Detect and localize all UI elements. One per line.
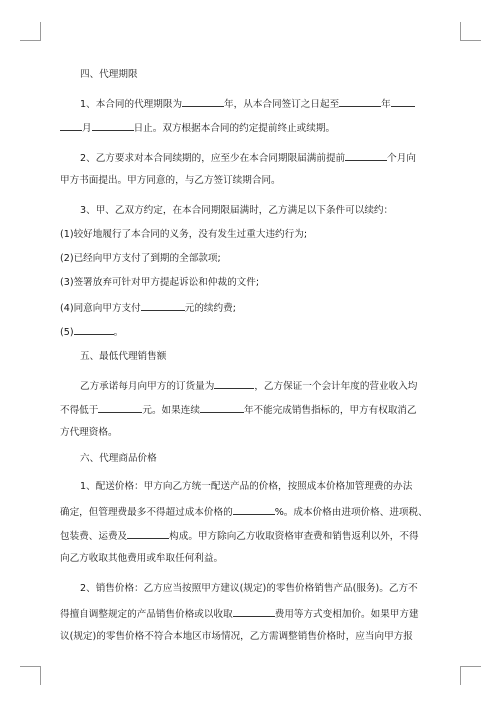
paragraph-price-1-line-3: 包装费、运费及 构成。甲方除向乙方收取资格审查费和销售返利以外，不得 [60, 528, 419, 544]
list-item-condition-4: (4)同意向甲方支付 元的续约费; [60, 300, 236, 316]
paragraph-term-2-line-1: 2、乙方要求对本合同续期的，应至少在本合同期限届满前提前 个月向 [60, 150, 416, 166]
list-item-condition-5: (5) 。 [60, 324, 123, 340]
blank-field[interactable] [233, 606, 275, 617]
paragraph-price-2-line-1: 2、销售价格：乙方应当按照甲方建议(规定)的零售价格销售产品(服务)。乙方不 [80, 583, 418, 594]
paragraph-price-2-line-3: 议(规定)的零售价格不符合本地区市场情况，乙方需调整销售价格时，应当向甲方报 [60, 631, 413, 642]
blank-field[interactable] [345, 150, 387, 161]
section-heading-min-sales: 五、最低代理销售额 [80, 351, 167, 362]
paragraph-min-sales-line-3: 方代理资格。 [60, 427, 118, 438]
paragraph-term-1-line-1: 1、本合同的代理期限为 年，从本合同签订之日起至 年 [60, 96, 415, 112]
list-item-condition-2: (2)已经向甲方支付了到期的全部款项; [60, 253, 221, 264]
paragraph-price-1-line-1: 1、配送价格：甲方向乙方统一配送产品的价格，按照成本价格加管理费的办法 [80, 481, 413, 492]
paragraph-term-3-line-1: 3、甲、乙双方约定，在本合同期限届满时，乙方满足以下条件可以续约： [80, 205, 394, 216]
paragraph-term-1-line-2: 月 日止。双方根据本合同的约定提前终止或续期。 [60, 120, 335, 136]
blank-field[interactable] [214, 378, 254, 389]
paragraph-price-1-line-2: 确定，但管理费最多不得超过成本价格的 %。成本价格由进项价格、进项税、 [60, 504, 428, 520]
section-heading-term: 四、代理期限 [80, 69, 138, 80]
paragraph-price-2-line-2: 得擅自调整规定的产品销售价格或以收取 费用等方式变相加价。如果甲方建 [60, 606, 419, 622]
crop-mark-top-left [20, 22, 41, 41]
crop-mark-bottom-right [460, 666, 481, 685]
blank-field[interactable] [60, 120, 82, 131]
crop-mark-bottom-left [20, 666, 41, 685]
list-item-condition-3: (3)签署放弃可针对甲方提起诉讼和仲裁的文件; [60, 277, 260, 288]
blank-field[interactable] [141, 300, 185, 311]
blank-field[interactable] [200, 402, 244, 413]
list-item-condition-1: (1)较好地履行了本合同的义务，没有发生过重大违约行为; [60, 229, 308, 240]
paragraph-price-1-line-4: 向乙方收取其他费用或牟取任何利益。 [60, 553, 224, 564]
paragraph-term-2-line-2: 甲方书面提出。甲方同意的，与乙方签订续期合同。 [60, 175, 281, 186]
blank-field[interactable] [127, 528, 169, 539]
blank-field[interactable] [233, 504, 275, 515]
crop-mark-top-right [460, 22, 481, 41]
blank-field[interactable] [98, 402, 142, 413]
blank-field[interactable] [92, 120, 134, 131]
blank-field[interactable] [391, 96, 415, 107]
paragraph-min-sales-line-1: 乙方承诺每月向甲方的订货量为 ，乙方保证一个会计年度的营业收入均 [60, 378, 417, 394]
paragraph-min-sales-line-2: 不得低于 元。如果连续 年不能完成销售指标的，甲方有权取消乙 [60, 402, 417, 418]
blank-field[interactable] [339, 96, 381, 107]
blank-field[interactable] [74, 324, 114, 335]
section-heading-price: 六、代理商品价格 [80, 453, 157, 464]
blank-field[interactable] [182, 96, 224, 107]
